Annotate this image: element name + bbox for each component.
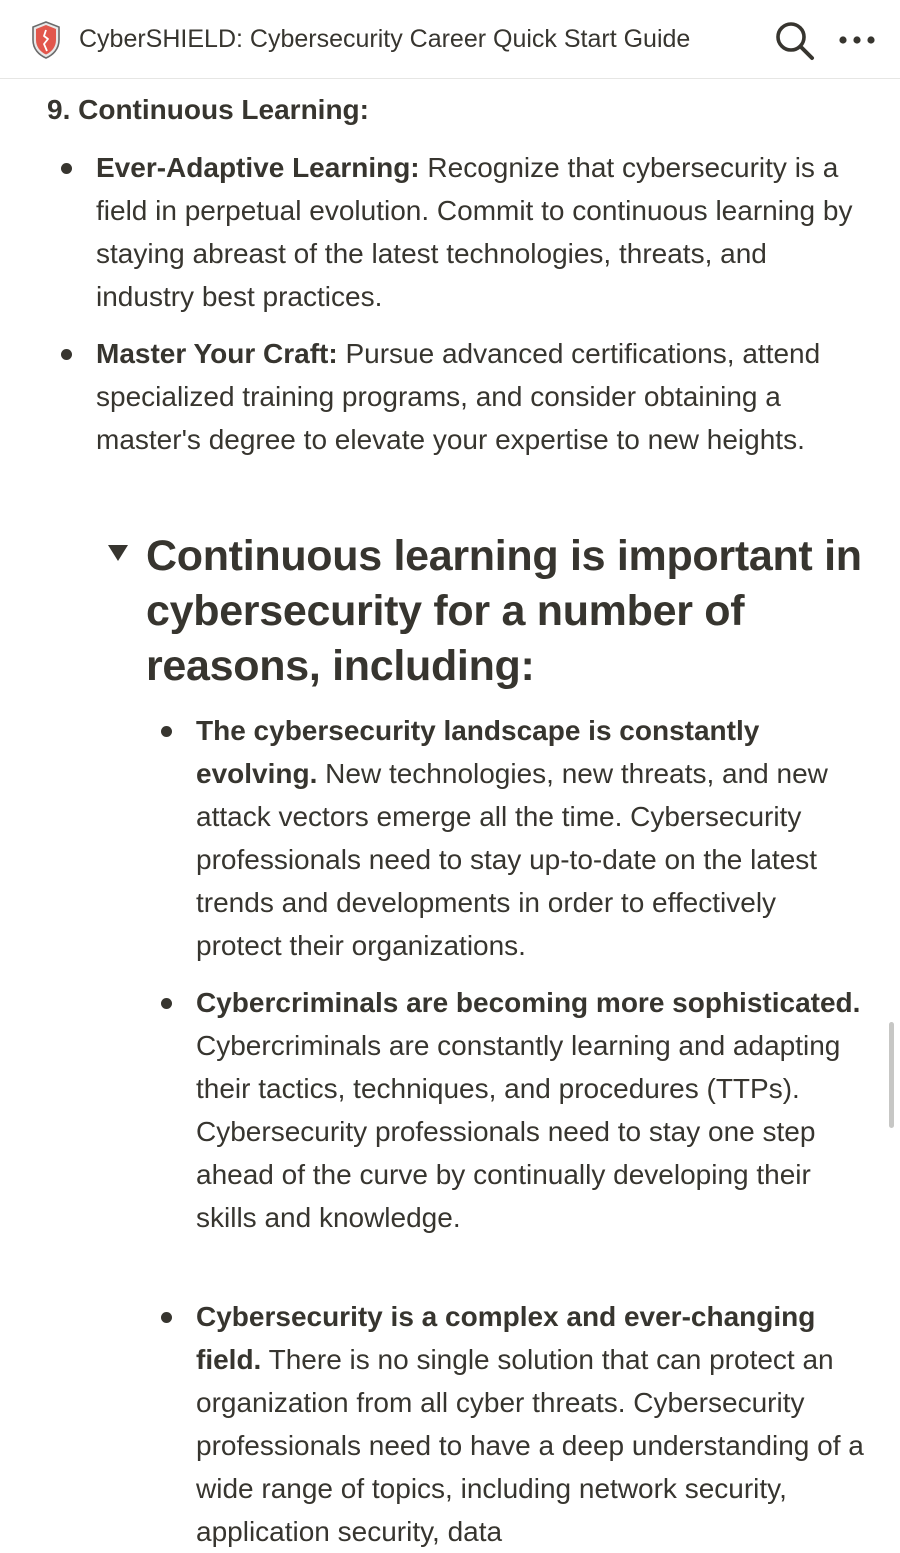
list-item <box>96 332 866 461</box>
bullet-body-text: New technologies, new threats, and new attack vectors emerge all the time. Cybersecurity professionals need to stay up-to-date on the latest trends and developments in order to effectively protect their organizations. <box>196 758 828 961</box>
list-item <box>196 981 866 1239</box>
bullet-bold-text: Cybersecurity is a complex and ever-changing field. <box>196 1301 816 1375</box>
top-bar <box>0 0 900 79</box>
bullet-dot <box>61 163 72 174</box>
section-heading: 9. Continuous Learning: <box>47 94 369 125</box>
bullet-body-text: Pursue advanced certifications, attend specialized training programs, and consider obtaining a master's degree to elevate your expertise to new heights. <box>96 338 821 455</box>
bullet-body-text: There is no single solution that can protect an organization from all cyber threats. Cybersecurity professionals need to have a deep understanding of a wide range of topics, including network security, application security, data <box>196 1344 864 1547</box>
bullet-bold-text: Master Your Craft: <box>96 338 338 369</box>
bullet-bold-text: Ever-Adaptive Learning: <box>96 152 420 183</box>
bullet-dot <box>161 998 172 1009</box>
shield-app-icon[interactable] <box>30 20 62 60</box>
bullet-body-text: Recognize that cybersecurity is a field in perpetual evolution. Commit to continuous learning by staying abreast of the latest technologies, threats, and industry best practices. <box>96 152 853 312</box>
bullet-dot <box>161 1312 172 1323</box>
more-icon[interactable] <box>834 22 880 58</box>
page-title: CyberSHIELD: Cybersecurity Career Quick Start Guide <box>79 25 691 53</box>
search-icon[interactable] <box>772 18 816 62</box>
bullet-bold-text: Cybercriminals are becoming more sophisticated. <box>196 987 861 1018</box>
vertical-scrollbar[interactable] <box>889 1022 894 1128</box>
toggle-heading[interactable]: Continuous learning is important in cybersecurity for a number of reasons, including: <box>146 532 862 690</box>
toggle-triangle-icon[interactable] <box>104 534 144 574</box>
bullet-body-text: Cybercriminals are constantly learning and adapting their tactics, techniques, and procedures (TTPs). Cybersecurity professionals need to stay one step ahead of the curve by continually developing their skills and knowledge. <box>196 1030 841 1233</box>
list-item <box>96 146 866 318</box>
list-item <box>196 1295 866 1553</box>
bullet-bold-text: The cybersecurity landscape is constantly evolving. <box>196 715 760 789</box>
bullet-dot <box>161 726 172 737</box>
bullet-dot <box>61 349 72 360</box>
list-item <box>196 709 866 967</box>
